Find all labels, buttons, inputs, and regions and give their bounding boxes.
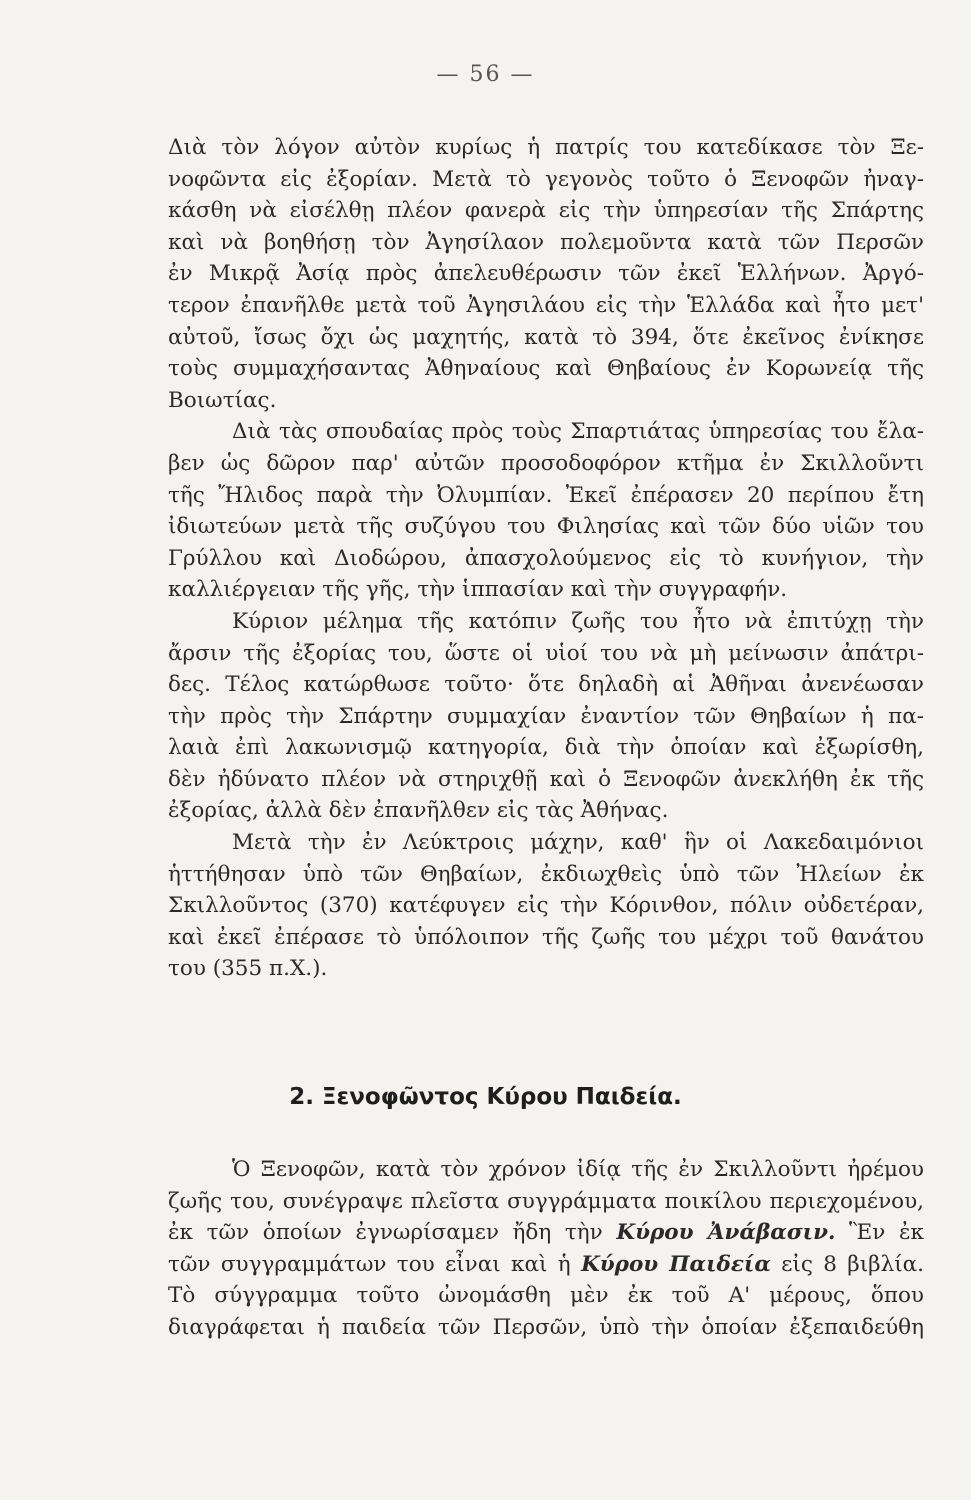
text-line [168,1249,924,1281]
text-line: Τὸ σύγγραμμα τοῦτο ὠνομάσθη μὲν ἐκ τοῦ Α' μέρους, ὅπου [168,1283,924,1309]
page-number: — 56 — [436,62,535,87]
text-line: Γρύλλου καὶ Διοδώρου, ἀπασχολούμενος εἰς τὸ κυνήγιον, τὴν [168,545,924,571]
text-line: Διὰ τὸν λόγον αὐτὸν κυρίως ἡ πατρίς του κατεδίκασε τὸν Ξε- [168,135,924,160]
text-line: διαγράφεται ἡ παιδεία τῶν Περσῶν, ὑπὸ τὴν ὁποίαν ἐξεπαιδεύθη [168,1314,924,1340]
text-run: εἰς 8 βιβλία. [770,1251,924,1277]
text-line: δὲν ἠδύνατο πλέον νὰ στηριχθῇ καὶ ὁ Ξενοφῶν ἀνεκλήθη ἐκ τῆς [168,766,924,792]
text-line: λαιὰ ἐπὶ λακωνισμῷ κατηγορία, διὰ τὴν ὁποίαν καὶ ἐξωρίσθη, [168,735,924,761]
text-line: καὶ ἐκεῖ ἐπέρασε τὸ ὑπόλοιπον τῆς ζωῆς του μέχρι τοῦ θανάτου [168,924,924,950]
text-line [168,1217,924,1249]
text-line: ἡττήθησαν ὑπὸ τῶν Θηβαίων, ἐκδιωχθεὶς ὑπὸ τῶν Ἠλείων ἐκ [168,861,924,887]
text-line: Κύριον μέλημα τῆς κατόπιν ζωῆς του ἦτο νὰ ἐπιτύχῃ τὴν [232,608,924,634]
paragraph [168,416,924,606]
text-line: ἄρσιν τῆς ἐξορίας του, ὥστε οἱ υἱοί του νὰ μὴ μείνωσιν ἀπάτρι- [168,640,924,666]
text-line: ἐξορίας, ἀλλὰ δὲν ἐπανῆλθεν εἰς τὰς Ἀθήνας. [168,798,669,824]
text-run: ἐκ τῶν ὁποίων ἐγνωρίσαμεν ἤδη τὴν [168,1220,617,1246]
text-line: Μετὰ τὴν ἐν Λεύκτροις μάχην, καθ' ἣν οἱ Λακεδαιμόνιοι [232,830,924,856]
text-line: ζωῆς του, συνέγραψε πλεῖστα συγγράμματα ποικίλου περιεχομένου, [168,1188,924,1214]
text-line: ἰδιωτεύων μετὰ τῆς συζύγου του Φιλησίας καὶ τῶν δύο υἱῶν του [168,514,924,540]
section-heading: 2. Ξενοφῶντος Κύρου Παιδεία. [289,1084,682,1110]
text-line: καλλιέργειαν τῆς γῆς, τὴν ἱππασίαν καὶ τὴν συγγραφήν. [168,577,788,603]
section-body-text [168,1154,924,1344]
text-line: καὶ νὰ βοηθήσῃ τὸν Ἀγησίλαον πολεμοῦντα κατὰ τῶν Περσῶν [168,229,924,255]
text-line: Βοιωτίας. [168,387,277,413]
text-line: του (355 π.Χ.). [168,956,328,982]
paragraph [168,132,924,416]
text-line: τοὺς συμμαχήσαντας Ἀθηναίους καὶ Θηβαίους ἐν Κορωνείᾳ τῆς [168,356,924,382]
text-line: τῆς Ἤλιδος παρὰ τὴν Ὀλυμπίαν. Ἐκεῖ ἐπέρασεν 20 περίπου ἔτη [168,482,924,508]
paragraph [168,827,924,985]
text-line: κάσθη νὰ εἰσέλθῃ πλέον φανερὰ εἰς τὴν ὑπηρεσίαν τῆς Σπάρτης [168,198,924,224]
body-text [168,132,924,985]
text-line: βεν ὡς δῶρον παρ' αὐτῶν προσοδοφόρον κτῆμα ἐν Σκιλλοῦντι [168,450,924,476]
text-line: δες. Τέλος κατώρθωσε τοῦτο· ὅτε δηλαδὴ αἱ Ἀθῆναι ἀνενέωσαν [168,672,924,698]
text-line: Διὰ τὰς σπουδαίας πρὸς τοὺς Σπαρτιάτας ὑπηρεσίας του ἔλα- [232,419,924,445]
text-run: τῶν συγγραμμάτων του εἶναι καὶ ἡ [168,1251,582,1277]
text-line: τὴν πρὸς τὴν Σπάρτην συμμαχίαν ἐναντίον τῶν Θηβαίων ἡ πα- [168,703,924,729]
book-title-anabasis: Κύρου Ἀνάβασιν. [616,1220,836,1246]
text-run: Ἓν ἐκ [835,1220,924,1246]
book-title-cyropaedia: Κύρου Παιδεία [581,1251,771,1277]
text-line: τερον ἐπανῆλθε μετὰ τοῦ Ἀγησιλάου εἰς τὴν Ἑλλάδα καὶ ἦτο μετ' [168,292,924,318]
text-line: νοφῶντα εἰς ἐξορίαν. Μετὰ τὸ γεγονὸς τοῦτο ὁ Ξενοφῶν ἠναγ- [168,166,924,192]
text-line: Σκιλλοῦντος (370) κατέφυγεν εἰς τὴν Κόρινθον, πόλιν οὐδετέραν, [168,893,924,919]
text-line: ἐν Μικρᾷ Ἀσίᾳ πρὸς ἀπελευθέρωσιν τῶν ἐκεῖ Ἑλλήνων. Ἀργό- [168,261,924,287]
text-line: αὐτοῦ, ἴσως ὄχι ὡς μαχητής, κατὰ τὸ 394, ὅτε ἐκεῖνος ἐνίκησε [168,324,924,350]
paragraph [168,606,924,827]
text-line: Ὁ Ξενοφῶν, κατὰ τὸν χρόνον ἰδίᾳ τῆς ἐν Σκιλλοῦντι ἠρέμου [232,1157,924,1182]
